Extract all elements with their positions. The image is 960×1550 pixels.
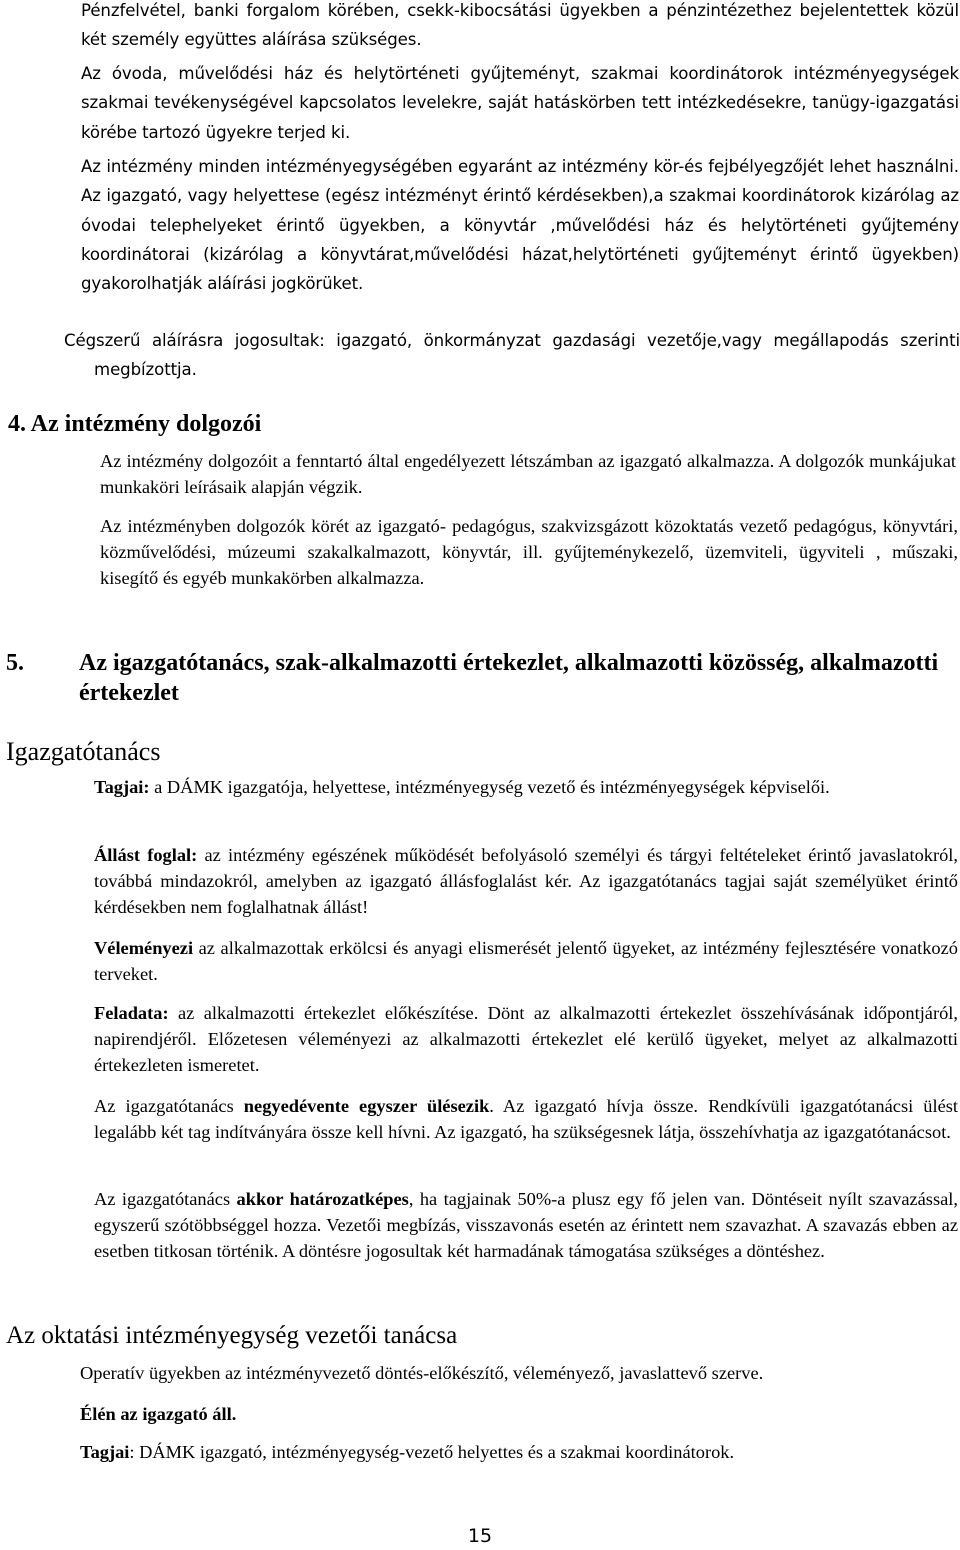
board-meeting-frequency: negyedévente egyszer ülésezik <box>243 1096 490 1116</box>
board-meeting-paragraph: Az igazgatótanács negyedévente egyszer ülésezik. Az igazgató hívja össze. Rendkívüli igazgatótanácsi ülést legalább két tag indítványára össze kell hívni. Az igazgató, ha szükségesnek látja, összehívhatja az igazgatótanácsot. <box>94 1096 958 1142</box>
board-quorum-label: akkor határozatképes <box>236 1189 409 1209</box>
council-members-paragraph: Tagjai: DÁMK igazgató, intézményegység-vezető helyettes és a szakmai koordinátorok. <box>80 1442 735 1462</box>
board-members-label: Tagjai: <box>94 777 150 797</box>
section-5-title: Az igazgatótanács, szak-alkalmazotti értekezlet, alkalmazotti közösség, alkalmazotti értekezlet <box>79 650 939 706</box>
page-number: 15 <box>467 1525 493 1547</box>
staff-paragraph-2: Az intézményben dolgozók körét az igazgató- pedagógus, szakvizsgázott közoktatás vezető pedagógus, könyvtári, közművelődési, múzeumi szakalkalmazott, könyvtár, ill. gyűjteménykezelő, üzemviteli, ügyviteli , műszaki, kisegítő és egyéb munkakörben alkalmazza. <box>100 516 958 588</box>
section-5-heading <box>6 648 956 708</box>
signature-paragraph: Pénzfelvétel, banki forgalom körében, csekk-kibocsátási ügyekben a pénzintézethez bejelentettek közül két személy együttes aláírása szükséges. <box>81 1 959 50</box>
staff-paragraph-1: Az intézmény dolgozóit a fenntartó által engedélyezett létszámban az igazgató alkalmazza. A dolgozók munkájukat munkaköri leírásaik alapján végzik. <box>100 451 956 497</box>
stamp-paragraph: Az intézmény minden intézményegységében egyaránt az intézmény kör-és fejbélyegzőjét lehet használni. Az igazgató, vagy helyettese (egész intézményt érintő kérdésekben),a szakmai koordinátorok kizárólag az óvodai telephelyeket érintő ügyekben, a könyvtár ,művelődési ház és helytörténeti gyűjtemény koordinátorai (kizárólag a könyvtárat,művelődési házat,helytörténeti gyűjteményt érintő ügyekben) gyakorolhatják aláírási jogkörüket. <box>81 157 959 294</box>
section-5-number: 5. <box>6 650 24 676</box>
board-position-paragraph: Állást foglal: az intézmény egészének működését befolyásoló személyi és tárgyi feltételeket érintő javaslatokról, továbbá mindazokról, amelyben az igazgató állásfoglalást kér. Az igazgatótanács tagjai saját személyüket érintő kérdésekben nem foglalhatnak állást! <box>94 845 958 917</box>
board-task-label: Feladata: <box>94 1003 169 1023</box>
council-paragraph-2: Élén az igazgató áll. <box>80 1404 237 1424</box>
board-task-paragraph: Feladata: az alkalmazotti értekezlet előkészítése. Dönt az alkalmazotti értekezlet összehívásának időpontjáról, napirendjéről. Előzetesen véleményezi az alkalmazotti értekezlet elé kerülő ügyeket, melyet az alkalmazotti értekezleten ismeretet. <box>94 1003 958 1075</box>
board-opinion-paragraph: Véleményezi az alkalmazottak erkölcsi és anyagi elismerését jelentő ügyeket, az intézmény fejlesztésére vonatkozó terveket. <box>94 938 958 984</box>
council-heading: Az oktatási intézményegység vezetői tanácsa <box>6 1322 458 1349</box>
board-opinion-label: Véleményezi <box>94 938 194 958</box>
board-heading: Igazgatótanács <box>6 737 161 766</box>
board-members-paragraph: Tagjai: a DÁMK igazgatója, helyettese, intézményegység vezető és intézményegységek képviselői. <box>94 777 830 797</box>
section-4-heading: 4. Az intézmény dolgozói <box>8 411 262 437</box>
board-position-label: Állást foglal: <box>94 845 198 865</box>
authorized-signers-paragraph: Cégszerű aláírásra jogosultak: igazgató, önkormányzat gazdasági vezetője,vagy megállapodás szerinti megbízottja. <box>64 331 960 380</box>
scope-paragraph: Az óvoda, művelődési ház és helytörténeti gyűjteményt, szakmai koordinátorok intézményegységek szakmai tevékenységével kapcsolatos levelekre, saját hatáskörben tett intézkedésekre, tanügy-igazgatási körébe tartozó ügyekre terjed ki. <box>81 64 959 142</box>
board-quorum-paragraph: Az igazgatótanács akkor határozatképes, ha tagjainak 50%-a plusz egy fő jelen van. Döntéseit nyílt szavazással, egyszerű szótöbbséggel hozza. Vezetői megbízás, visszavonás esetén az érintett nem szavazhat. A szavazás ebben az esetben titkosan történik. A döntésre jogosultak két harmadának támogatása szükséges a döntéshez. <box>94 1189 958 1261</box>
council-members-label: Tagjai <box>80 1442 130 1462</box>
council-paragraph-1: Operatív ügyekben az intézményvezető döntés-előkészítő, véleményező, javaslattevő szerve. <box>80 1363 764 1383</box>
